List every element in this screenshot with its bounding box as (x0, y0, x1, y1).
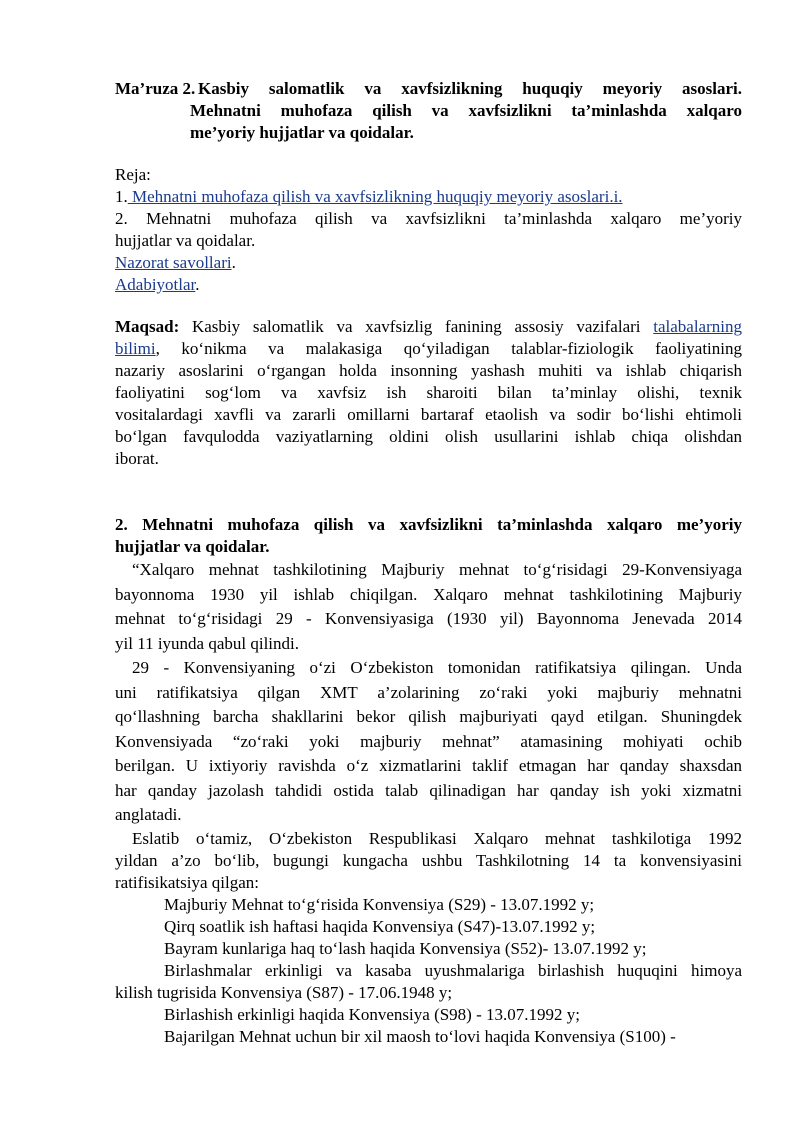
convention-item: Bajarilgan Mehnat uchun bir xil maosh toʻlovi haqida Konvensiya (S100) - (164, 1026, 676, 1046)
convention-item: Majburiy Mehnat toʻgʻrisida Konvensiya (S29) - 13.07.1992 y; (164, 894, 595, 914)
section-heading: 2. Mehnatni muhofaza qilish va xavfsizlikni ta’minlashda xalqaro me’yoriy (115, 515, 742, 534)
paragraph-line: uni ratifikatsiya qilgan XMT a’zolarining zoʻraki yoki majburiy mehnatni (115, 682, 742, 702)
questions-link[interactable]: Nazorat savollari (115, 253, 232, 272)
goal-section (115, 316, 742, 470)
paragraph-line: 29 - Konvensiyaning oʻzi Oʻzbekiston tomonidan ratifikatsiya qilingan. Unda (132, 658, 742, 677)
paragraph-line: Konvensiyada “zoʻraki yoki majburiy mehnat” atamasining mohiyati ochib (115, 731, 742, 751)
convention-item-cont: kilish tugrisida Konvensiya (S87) - 17.06.1948 y; (115, 982, 453, 1002)
goal-line: iborat. (115, 449, 159, 468)
paragraph-line: “Xalqaro mehnat tashkilotining Majburiy mehnat toʻgʻrisidagi 29-Konvensiyaga (132, 560, 742, 579)
literature-link[interactable]: Adabiyotlar (115, 275, 196, 294)
plan-heading: Reja: (115, 165, 151, 184)
plan-item-2-cont: hujjatlar va qoidalar. (115, 231, 256, 250)
paragraph-line: Eslatib oʻtamiz, Oʻzbekiston Respublikasi Xalqaro mehnat tashkilotiga 1992 (132, 828, 742, 848)
goal-line: bilimi, koʻnikma va malakasiga qoʻyiladigan talablar-fiziologik faoliyatining (115, 339, 742, 358)
paragraph-line: yil 11 iyunda qabul qilindi. (115, 633, 299, 653)
paragraph-line: berilgan. U ixtiyoriy ravishda oʻz xizmatlarini taklif etmagan har qanday shaxsdan (115, 756, 742, 775)
goal-line: faoliyatini sogʻlom va xavfsiz ish sharoiti bilan ta’minlay olishi, texnik (115, 383, 742, 402)
paragraph-line: qoʻllashning barcha shakllarini bekor qilish majburiyati qayd etilgan. Shuningdek (115, 707, 742, 726)
section-heading-cont: hujjatlar va qoidalar. (115, 537, 270, 556)
plan-item-questions: Nazorat savollari. (115, 253, 236, 272)
knowledge-link[interactable]: bilimi (115, 339, 156, 358)
paragraph-line: mehnat toʻgʻrisidagi 29 - Konvensiyasiga (1930 yil) Bayonnoma Jenevada 2014 (115, 609, 742, 628)
lecture-title (115, 78, 742, 144)
convention-item: Bayram kunlariga haq toʻlash haqida Konvensiya (S52)- 13.07.1992 y; (164, 938, 647, 958)
goal-line: boʻlgan favqulodda vaziyatlarning oldini olish usullarini ishlab chiqa olishdan (115, 427, 742, 446)
paragraph-line: anglatadi. (115, 805, 182, 824)
plan-item-literature: Adabiyotlar. (115, 275, 200, 294)
plan-section (115, 164, 742, 296)
convention-item: Birlashmalar erkinligi va kasaba uyushmalariga birlashish huquqini himoya (164, 960, 742, 980)
section-2 (115, 514, 742, 1048)
plan-item-number: 1. (115, 187, 128, 206)
paragraph-line: ratifisikatsiya qilgan: (115, 872, 259, 892)
paragraph-line: yildan a’zo boʻlib, bugungi kungacha ushbu Tashkilotning 14 ta konvensiyasini (115, 850, 742, 870)
goal-line: nazariy asoslarini oʻrgangan holda insonning yashash muhiti va ishlab chiqarish (115, 361, 742, 380)
paragraph-line: har qanday jazolash tahdidi ostida talab qilinadigan har qanday ish yoki xizmatni (115, 780, 742, 800)
title-line: me’yoriy hujjatlar va qoidalar. (190, 123, 414, 142)
plan-link-1[interactable]: Mehnatni muhofaza qilish va xavfsizlikning huquqiy meyoriy asoslari.i. (127, 187, 623, 206)
title-line: Kasbiy salomatlik va xavfsizlikning huquqiy meyoriy asoslari. (198, 79, 742, 98)
paragraph-line: bayonnoma 1930 yil ishlab chiqilgan. Xalqaro mehnat tashkilotining Majburiy (115, 584, 742, 604)
plan-item-1 (115, 186, 742, 208)
plan-item-2: 2. Mehnatni muhofaza qilish va xavfsizlikni ta’minlashda xalqaro me’yoriy (115, 209, 742, 228)
convention-item: Qirq soatlik ish haftasi haqida Konvensiya (S47)-13.07.1992 y; (164, 916, 596, 936)
goal-label: Maqsad: (115, 317, 180, 336)
convention-item: Birlashish erkinligi haqida Konvensiya (S98) - 13.07.1992 y; (164, 1004, 580, 1024)
students-link[interactable]: talabalarning (653, 317, 742, 336)
document-page (115, 78, 742, 1048)
title-line: Mehnatni muhofaza qilish va xavfsizlikni ta’minlashda xalqaro (190, 101, 742, 120)
goal-line: Maqsad: Kasbiy salomatlik va xavfsizlig fanining assosiy vazifalari talabalarning (115, 317, 742, 336)
lecture-number: Ma’ruza 2. (115, 79, 196, 98)
goal-line: vositalardagi xavfli va zararli omillarni bartaraf etaolish va sodir boʻlishi ehtimoli (115, 405, 742, 424)
